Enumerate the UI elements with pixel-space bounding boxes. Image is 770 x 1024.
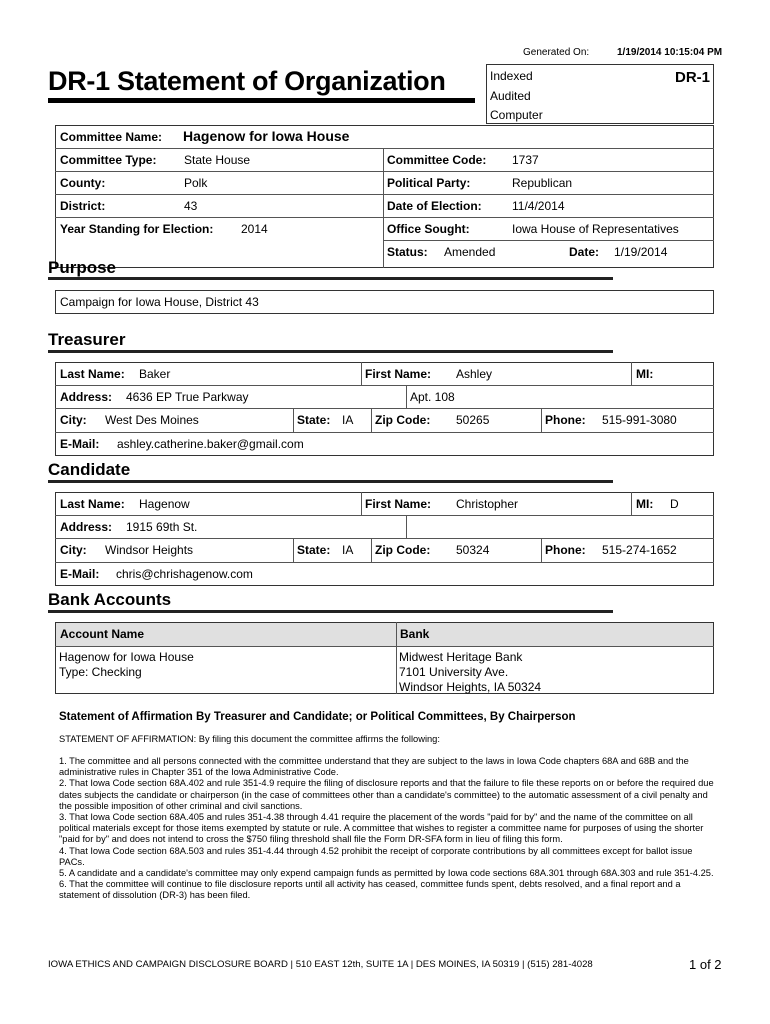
treasurer-first-name-label: First Name:	[365, 367, 432, 381]
bank-city-state-zip: Windsor Heights, IA 50324	[399, 680, 542, 694]
divider	[371, 538, 372, 562]
divider	[371, 408, 372, 432]
candidate-mi: D	[670, 497, 679, 511]
divider	[55, 538, 714, 539]
purpose-box	[55, 290, 714, 314]
divider	[55, 171, 714, 172]
candidate-zip: 50324	[456, 543, 490, 557]
divider	[406, 515, 407, 538]
status-date-label: Date:	[569, 245, 600, 259]
divider	[55, 217, 714, 218]
district: 43	[184, 199, 198, 213]
candidate-first-name-label: First Name:	[365, 497, 432, 511]
affirmation-item: 3. That Iowa Code section 68A.405 and rules 351-4.38 through 4.41 require the placement of the words "paid for by" and the name of the committee on all political materials except for those items exempted by statute or rule. A committee that wishes to register a committee name for purposes of using the shorter "paid for by" and does not intend to cross the $750 filing threshold shall file the Form DR-SFA form in lieu of filing this form.	[59, 812, 704, 845]
candidate-last-name-label: Last Name:	[60, 497, 125, 511]
divider	[55, 408, 714, 409]
candidate-email-label: E-Mail:	[60, 567, 100, 581]
treasurer-email: ashley.catherine.baker@gmail.com	[117, 437, 304, 451]
political-party-label: Political Party:	[387, 176, 471, 190]
treasurer-last-name: Baker	[139, 367, 171, 381]
affirmation-item: 4. That Iowa Code section 68A.503 and rules 351-4.44 through 4.52 prohibit the receipt of corporate contributions by all committees except for ballot issue PACs.	[59, 845, 693, 867]
county-label: County:	[60, 176, 106, 190]
candidate-last-name: Hagenow	[139, 497, 190, 511]
account-name: Hagenow for Iowa House	[59, 650, 194, 664]
treasurer-state: IA	[342, 413, 354, 427]
form-code: DR-1	[674, 69, 710, 86]
bank-street: 7101 University Ave.	[399, 665, 509, 679]
political-party: Republican	[512, 176, 573, 190]
divider	[293, 538, 294, 562]
office-sought-label: Office Sought:	[387, 222, 470, 236]
status-label: Status:	[387, 245, 428, 259]
committee-name-label: Committee Name:	[60, 130, 163, 144]
treasurer-title: Treasurer	[48, 330, 126, 349]
committee-code-label: Committee Code:	[387, 153, 487, 167]
candidate-address: 1915 69th St.	[126, 520, 198, 534]
indexed-label: Indexed	[490, 69, 533, 83]
committee-type: State House	[184, 153, 251, 167]
title-underline	[48, 98, 475, 103]
generated-label: Generated On:	[523, 47, 590, 58]
treasurer-rule	[48, 350, 613, 353]
candidate-state: IA	[342, 543, 354, 557]
treasurer-phone: 515-991-3080	[602, 413, 677, 427]
candidate-city-label: City:	[60, 543, 87, 557]
office-use-box	[486, 64, 714, 124]
affirmation-item: 5. A candidate and a candidate's committee may only expend campaign funds as permitted by Iowa code sections 68A.301 through 68A.303 and rule 351-4.25.	[59, 868, 714, 879]
candidate-zip-label: Zip Code:	[375, 543, 431, 557]
candidate-state-label: State:	[297, 543, 331, 557]
divider	[55, 562, 714, 563]
treasurer-last-name-label: Last Name:	[60, 367, 125, 381]
committee-code: 1737	[512, 153, 539, 167]
treasurer-zip-label: Zip Code:	[375, 413, 431, 427]
office-sought: Iowa House of Representatives	[512, 222, 679, 236]
treasurer-city-label: City:	[60, 413, 87, 427]
divider	[396, 622, 397, 694]
divider	[55, 194, 714, 195]
bank-accounts-rule	[48, 610, 613, 613]
computer-label: Computer	[490, 108, 543, 122]
status-value: Amended	[444, 245, 496, 259]
account-type: Type: Checking	[59, 665, 142, 679]
candidate-address-label: Address:	[60, 520, 113, 534]
purpose-title: Purpose	[48, 258, 117, 277]
divider	[55, 432, 714, 433]
candidate-city: Windsor Heights	[105, 543, 194, 557]
date-of-election-label: Date of Election:	[387, 199, 482, 213]
divider	[406, 385, 407, 408]
divider	[55, 646, 714, 647]
divider	[383, 240, 714, 241]
divider	[383, 148, 384, 268]
status-date: 1/19/2014	[614, 245, 668, 259]
divider	[293, 408, 294, 432]
treasurer-email-label: E-Mail:	[60, 437, 100, 451]
treasurer-address: 4636 EP True Parkway	[126, 390, 249, 404]
treasurer-address-label: Address:	[60, 390, 113, 404]
candidate-phone: 515-274-1652	[602, 543, 677, 557]
bank-accounts-title: Bank Accounts	[48, 590, 172, 609]
treasurer-phone-label: Phone:	[545, 413, 586, 427]
candidate-mi-label: MI:	[636, 497, 654, 511]
committee-type-label: Committee Type:	[60, 153, 157, 167]
year-standing: 2014	[241, 222, 268, 236]
account-name-header: Account Name	[60, 627, 145, 641]
generated-value: 1/19/2014 10:15:04 PM	[617, 47, 723, 58]
page-title: DR-1 Statement of Organization	[48, 66, 446, 96]
bank-name: Midwest Heritage Bank	[399, 650, 523, 664]
bank-header: Bank	[400, 627, 430, 641]
candidate-rule	[48, 480, 613, 483]
candidate-first-name: Christopher	[456, 497, 519, 511]
candidate-email: chris@chrishagenow.com	[116, 567, 253, 581]
affirmation-list	[59, 756, 717, 902]
treasurer-address-line2: Apt. 108	[410, 390, 455, 404]
treasurer-mi-label: MI:	[636, 367, 654, 381]
divider	[361, 362, 362, 385]
affirmation-heading: Statement of Affirmation By Treasurer and Candidate; or Political Committees, By Chairperson	[59, 711, 576, 723]
divider	[55, 148, 714, 149]
treasurer-zip: 50265	[456, 413, 490, 427]
affirmation-intro: STATEMENT OF AFFIRMATION: By filing this document the committee affirms the following:	[59, 734, 440, 744]
divider	[541, 538, 542, 562]
divider	[631, 362, 632, 385]
purpose-rule	[48, 277, 613, 280]
divider	[541, 408, 542, 432]
committee-name: Hagenow for Iowa House	[183, 128, 350, 144]
divider	[361, 492, 362, 515]
divider	[55, 515, 714, 516]
treasurer-city: West Des Moines	[105, 413, 199, 427]
treasurer-state-label: State:	[297, 413, 331, 427]
candidate-title: Candidate	[48, 460, 131, 479]
treasurer-first-name: Ashley	[456, 367, 493, 381]
affirmation-item: 2. That Iowa Code section 68A.402 and rule 351-4.9 require the filing of disclosure reports and that the failure to file these reports on or before the required due dates subjects the candidate or chairperson (in the case of committees other than a candidate's committee) to the automatic assessment of a civil penalty and the possible imposition of other criminal and civil sanctions.	[59, 778, 714, 811]
audited-label: Audited	[490, 89, 531, 103]
county: Polk	[184, 176, 208, 190]
candidate-phone-label: Phone:	[545, 543, 586, 557]
page-number: 1 of 2	[689, 957, 722, 972]
purpose-text: Campaign for Iowa House, District 43	[60, 295, 259, 309]
year-standing-label: Year Standing for Election:	[60, 222, 214, 236]
footer-address: IOWA ETHICS AND CAMPAIGN DISCLOSURE BOARD | 510 EAST 12th, SUITE 1A | DES MOINES, IA 50319 | (515) 281-4028	[48, 959, 593, 970]
affirmation-item: 6. That the committee will continue to file disclosure reports until all activity has ceased, committee funds spent, debts resolved, and a final report and a statement of dissolution (DR-3) has been filed.	[59, 879, 681, 901]
bank-table-header	[56, 623, 713, 646]
divider	[631, 492, 632, 515]
divider	[55, 385, 714, 386]
date-of-election: 11/4/2014	[512, 199, 565, 213]
affirmation-item: 1. The committee and all persons connected with the committee understand that they are subject to the laws in Iowa Code chapters 68A and 68B and the administrative rules in Chapter 351 of the Iowa Administrative Code.	[59, 756, 689, 778]
district-label: District:	[60, 199, 106, 213]
